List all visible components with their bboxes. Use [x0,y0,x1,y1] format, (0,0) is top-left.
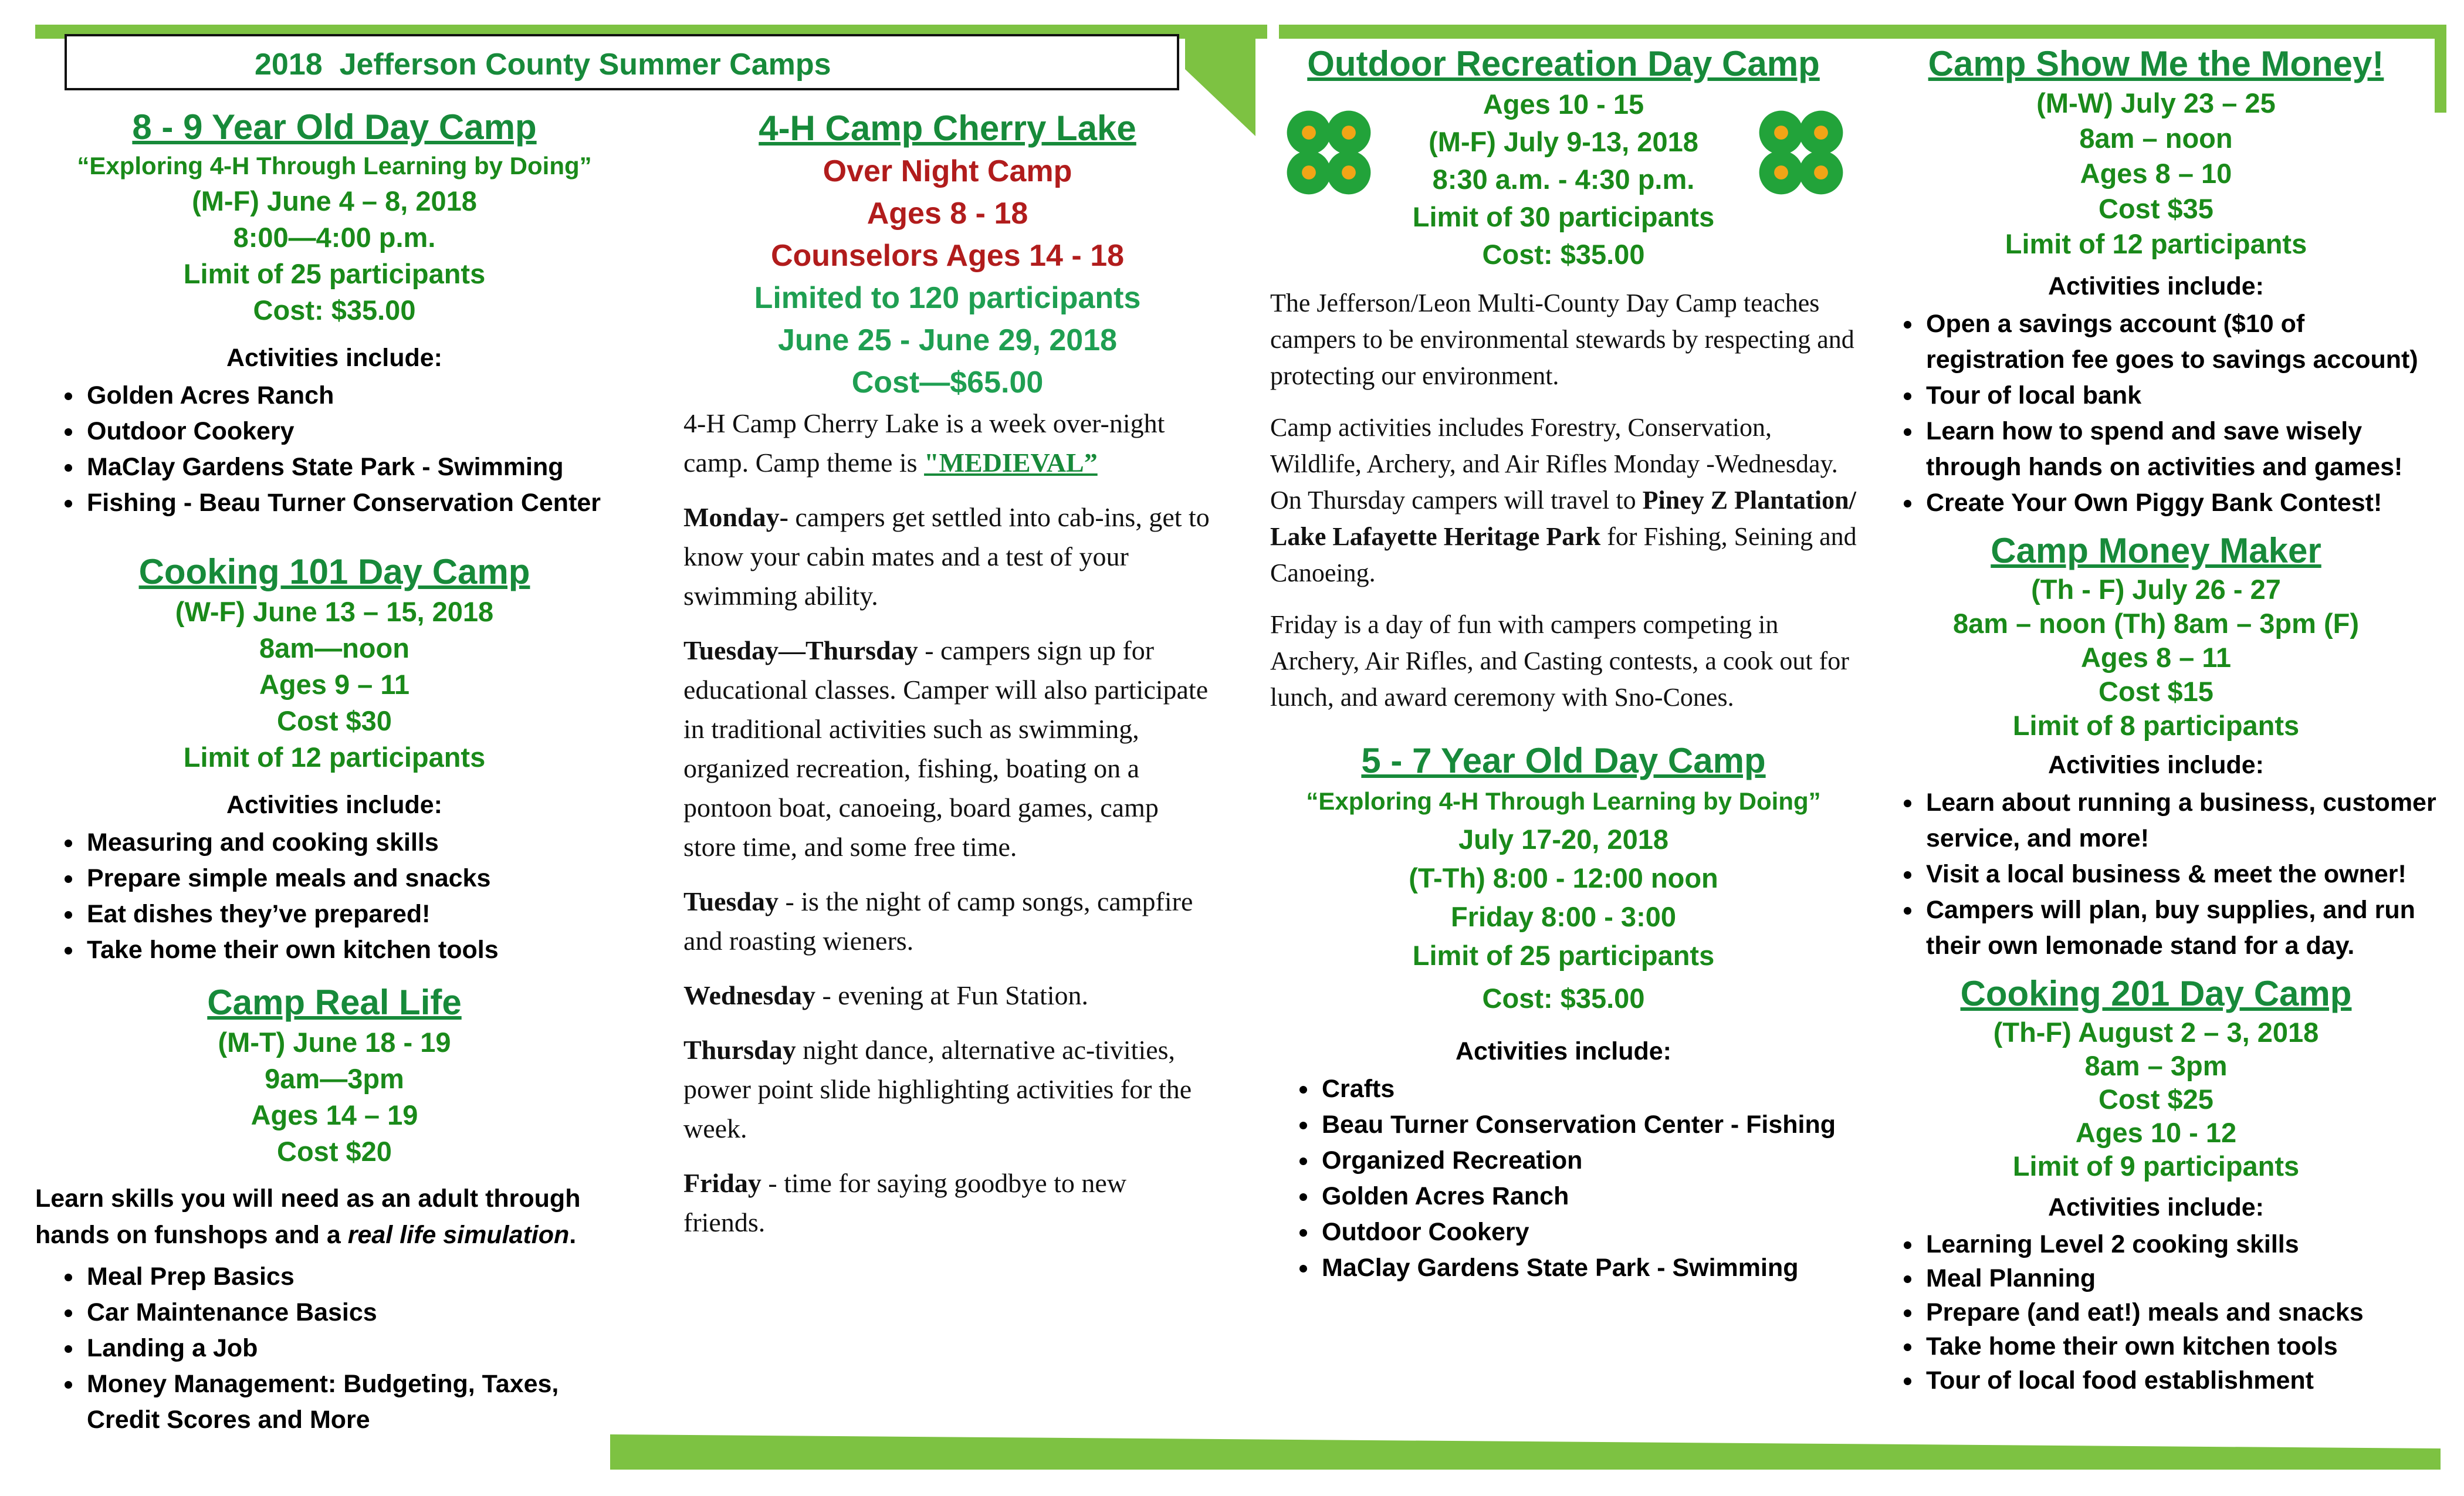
camp-time: 8am – 3pm [2084,1050,2228,1081]
camp-ages: Ages 10 - 15 [1483,89,1644,120]
day-paragraph [683,497,1211,615]
para-bold: Piney Z Plantation/ Lake Lafayette Heritage Park [1270,486,1856,551]
camp-8-9-section [35,106,634,521]
activities-label: Activities include: [2048,1193,2264,1221]
camp-cost: Cost $20 [277,1136,392,1167]
list-item: • Measuring and cooking skills [83,825,634,861]
activities-list [1874,785,2438,964]
column-1 [35,106,634,1438]
camp-cost: Cost $15 [2099,676,2213,707]
list-item: • Eat dishes they’ve prepared! [83,896,634,932]
day-text: - campers sign up for educational classes. Camper will also participate in traditional activities such as swimming, organized recreation, fishing, boating on a pontoon boat, canoeing, board games, camp store time, and some free time. [683,635,1209,862]
camp-ages: Ages 8 - 18 [867,197,1028,231]
camp-limit: Limit of 12 participants [183,742,486,773]
list-item: • Create Your Own Piggy Bank Contest! [1923,485,2438,521]
list-item: • Crafts [1318,1071,1857,1107]
camp-limit: Limit of 9 participants [2012,1150,2300,1182]
description-paragraph [1270,409,1857,591]
camp-time: 8:00—4:00 p.m. [233,222,436,253]
day-text: - is the night of camp songs, campfire and roasting wieners. [683,886,1193,956]
camp-limit: Limit of 12 participants [2005,228,2307,259]
camp-time: 8:30 a.m. - 4:30 p.m. [1432,164,1695,195]
camp-title: 8 - 9 Year Old Day Camp [132,107,537,147]
description-paragraph: The Jefferson/Leon Multi-County Day Camp teaches campers to be environmental stewards by respecting and protecting our environment. [1270,289,1854,390]
day-label: Thursday [683,1035,796,1065]
list-item: • Golden Acres Ranch [83,378,634,414]
desc-end: . [569,1221,577,1249]
day-text: night dance, alternative ac-tivities, power point slide highlighting activities for the week. [683,1035,1192,1143]
camp-tagline: “Exploring 4-H Through Learning by Doing” [1306,787,1821,815]
camp-time: 8am—noon [259,632,409,664]
camp-description [1270,285,1857,716]
list-item: • Prepare (and eat!) meals and snacks [1923,1295,2438,1329]
day-label: Wednesday [683,980,815,1010]
camp-ages: Ages 14 – 19 [251,1099,418,1131]
activities-list [1270,1071,1857,1286]
camp-subtitle: Over Night Camp [823,154,1072,188]
column-3 [1270,42,1857,1286]
camp-5-7-section [1270,739,1857,1286]
camp-cost: Cost: $35.00 [1482,983,1645,1014]
camp-time: 8am – noon (Th) 8am – 3pm (F) [1952,608,2360,639]
camp-limit: Limited to 120 participants [754,281,1141,315]
camp-title: 4-H Camp Cherry Lake [759,109,1136,148]
camp-cost: Cost $25 [2099,1084,2213,1115]
day-paragraph [683,631,1211,867]
day-paragraph [683,882,1211,960]
column-4 [1874,42,2438,1397]
skills-list [35,1259,634,1438]
list-item: • Golden Acres Ranch [1318,1179,1857,1214]
camp-title: Camp Show Me the Money! [1928,44,2384,83]
list-item: • Outdoor Cookery [83,414,634,449]
day-label: Monday- [683,502,788,532]
list-item: • Take home their own kitchen tools [83,932,634,968]
camp-dates: (M-F) June 4 – 8, 2018 [192,185,477,216]
camp-ages: Ages 10 - 12 [2075,1117,2237,1148]
activities-label: Activities include: [226,344,442,372]
activities-list [1874,1227,2438,1397]
camp-cost: Cost $35 [2099,193,2213,224]
camp-cost: Cost: $35.00 [1482,239,1645,270]
camp-cost: Cost—$65.00 [851,365,1044,400]
header-title-box [65,34,1179,90]
activities-list [35,378,634,521]
cooking-201-section [1874,972,2438,1397]
list-item: • Meal Planning [1923,1261,2438,1295]
list-item: • Open a savings account ($10 of registration fee goes to savings account) [1923,306,2438,378]
day-label: Tuesday [683,886,779,916]
camp-cost: Cost: $35.00 [253,295,416,326]
list-item: • Prepare simple meals and snacks [83,861,634,896]
desc-italic: real life simulation [347,1221,570,1249]
camp-description [683,404,1211,1242]
camp-real-life-section [35,981,634,1438]
bottom-green-bar [610,1434,2441,1470]
camp-ages: Ages 9 – 11 [259,669,410,700]
camp-dates: (W-F) June 13 – 15, 2018 [175,596,494,627]
camp-title: Outdoor Recreation Day Camp [1307,44,1820,83]
camp-dates: (Th-F) August 2 – 3, 2018 [1993,1017,2319,1048]
money-maker-section [1874,529,2438,964]
list-item: • Learning Level 2 cooking skills [1923,1227,2438,1261]
camp-cost: Cost $30 [277,705,392,736]
camp-ages: Ages 8 – 10 [2080,158,2232,189]
list-item: • Learn how to spend and save wisely through hands on activities and games! [1923,414,2438,485]
list-item: • Landing a Job [83,1331,634,1366]
activities-list [35,825,634,968]
list-item: • Outdoor Cookery [1318,1214,1857,1250]
camp-dates: July 17-20, 2018 [1458,824,1668,855]
camp-title: Camp Real Life [207,983,462,1022]
list-item: • Beau Turner Conservation Center - Fishing [1318,1107,1857,1143]
list-item: • Learn about running a business, customer service, and more! [1923,785,2438,857]
camp-limit: Limit of 25 participants [1412,940,1715,971]
top-right-green-bar [1279,25,2446,39]
intro-text: 4-H Camp Cherry Lake is a week over-night camp. Camp theme is [683,408,1165,478]
day-label: Friday [683,1168,761,1198]
day-text: campers get settled into cab-ins, get to know your cabin mates and a test of your swimming ability. [683,502,1210,611]
description-paragraph: Friday is a day of fun with campers competing in Archery, Air Rifles, and Casting contests, a cook out for lunch, and award ceremony with Sno-Cones. [1270,610,1849,712]
list-item: • Car Maintenance Basics [83,1295,634,1331]
desc-text: Learn skills you will need as an adult through hands on funshops and a [35,1184,581,1249]
column-2 [683,107,1211,1257]
camp-limit: Limit of 30 participants [1412,201,1715,232]
list-item: • Tour of local bank [1923,378,2438,414]
list-item: • Fishing - Beau Turner Conservation Center [83,485,634,521]
camp-ages: Ages 8 – 11 [2080,642,2232,673]
list-item: • MaClay Gardens State Park - Swimming [1318,1250,1857,1286]
activities-label: Activities include: [1456,1037,1671,1065]
list-item: • Tour of local food establishment [1923,1363,2438,1397]
camp-dates: (M-T) June 18 - 19 [218,1027,451,1058]
camp-limit: Limit of 8 participants [2012,710,2300,741]
day-paragraph [683,1163,1211,1242]
counselor-ages: Counselors Ages 14 - 18 [770,239,1125,273]
intro-paragraph [683,404,1211,482]
list-item: • Visit a local business & meet the owner! [1923,857,2438,892]
camp-time: 8am – noon [2079,123,2233,154]
show-me-the-money-section [1874,42,2438,521]
activities-list [1874,306,2438,521]
camp-limit: Limit of 25 participants [183,258,486,289]
list-item: • MaClay Gardens State Park - Swimming [83,449,634,485]
camp-dates: (Th - F) July 26 - 27 [2031,574,2281,605]
camp-theme: "MEDIEVAL” [924,448,1098,478]
camp-title: 5 - 7 Year Old Day Camp [1361,741,1766,780]
camp-tagline: “Exploring 4-H Through Learning by Doing” [77,152,592,180]
day-text: - evening at Fun Station. [815,980,1089,1010]
camp-time: 9am—3pm [265,1063,404,1094]
list-item: • Organized Recreation [1318,1143,1857,1179]
list-item: • Campers will plan, buy supplies, and run their own lemonade stand for a day. [1923,892,2438,964]
para-text: Camp activities includes Forestry, Conservation, Wildlife, Archery, and Air Rifles Monday -Wednesday. On Thursday campers will travel to [1270,413,1838,515]
list-item: • Take home their own kitchen tools [1923,1329,2438,1363]
day-paragraph [683,1030,1211,1148]
camp-title: Camp Money Maker [1991,531,2321,570]
camp-dates: (M-W) July 23 – 25 [2036,87,2276,119]
list-item: • Meal Prep Basics [83,1259,634,1295]
list-item: • Money Management: Budgeting, Taxes, Credit Scores and More [83,1366,634,1438]
camp-description [35,1180,634,1253]
camp-time-friday: Friday 8:00 - 3:00 [1450,901,1676,932]
activities-label: Activities include: [2048,751,2264,779]
camp-dates: (M-F) July 9-13, 2018 [1429,126,1698,157]
camp-title: Cooking 201 Day Camp [1960,974,2352,1013]
day-label: Tuesday—Thursday [683,635,918,665]
activities-label: Activities include: [2048,272,2264,300]
camp-dates: June 25 - June 29, 2018 [777,323,1118,357]
camp-title: Cooking 101 Day Camp [138,552,530,591]
para-end: for Fishing, Seining and Canoeing. [1270,522,1857,587]
camp-time: (T-Th) 8:00 - 12:00 noon [1409,862,1718,893]
outdoor-recreation-section [1270,42,1857,716]
page-title: 2018 Jefferson County Summer Camps [255,48,831,82]
day-text: - time for saying goodbye to new friends. [683,1168,1127,1237]
activities-label: Activities include: [226,791,442,819]
cooking-101-section [35,550,634,968]
day-paragraph [683,976,1211,1015]
